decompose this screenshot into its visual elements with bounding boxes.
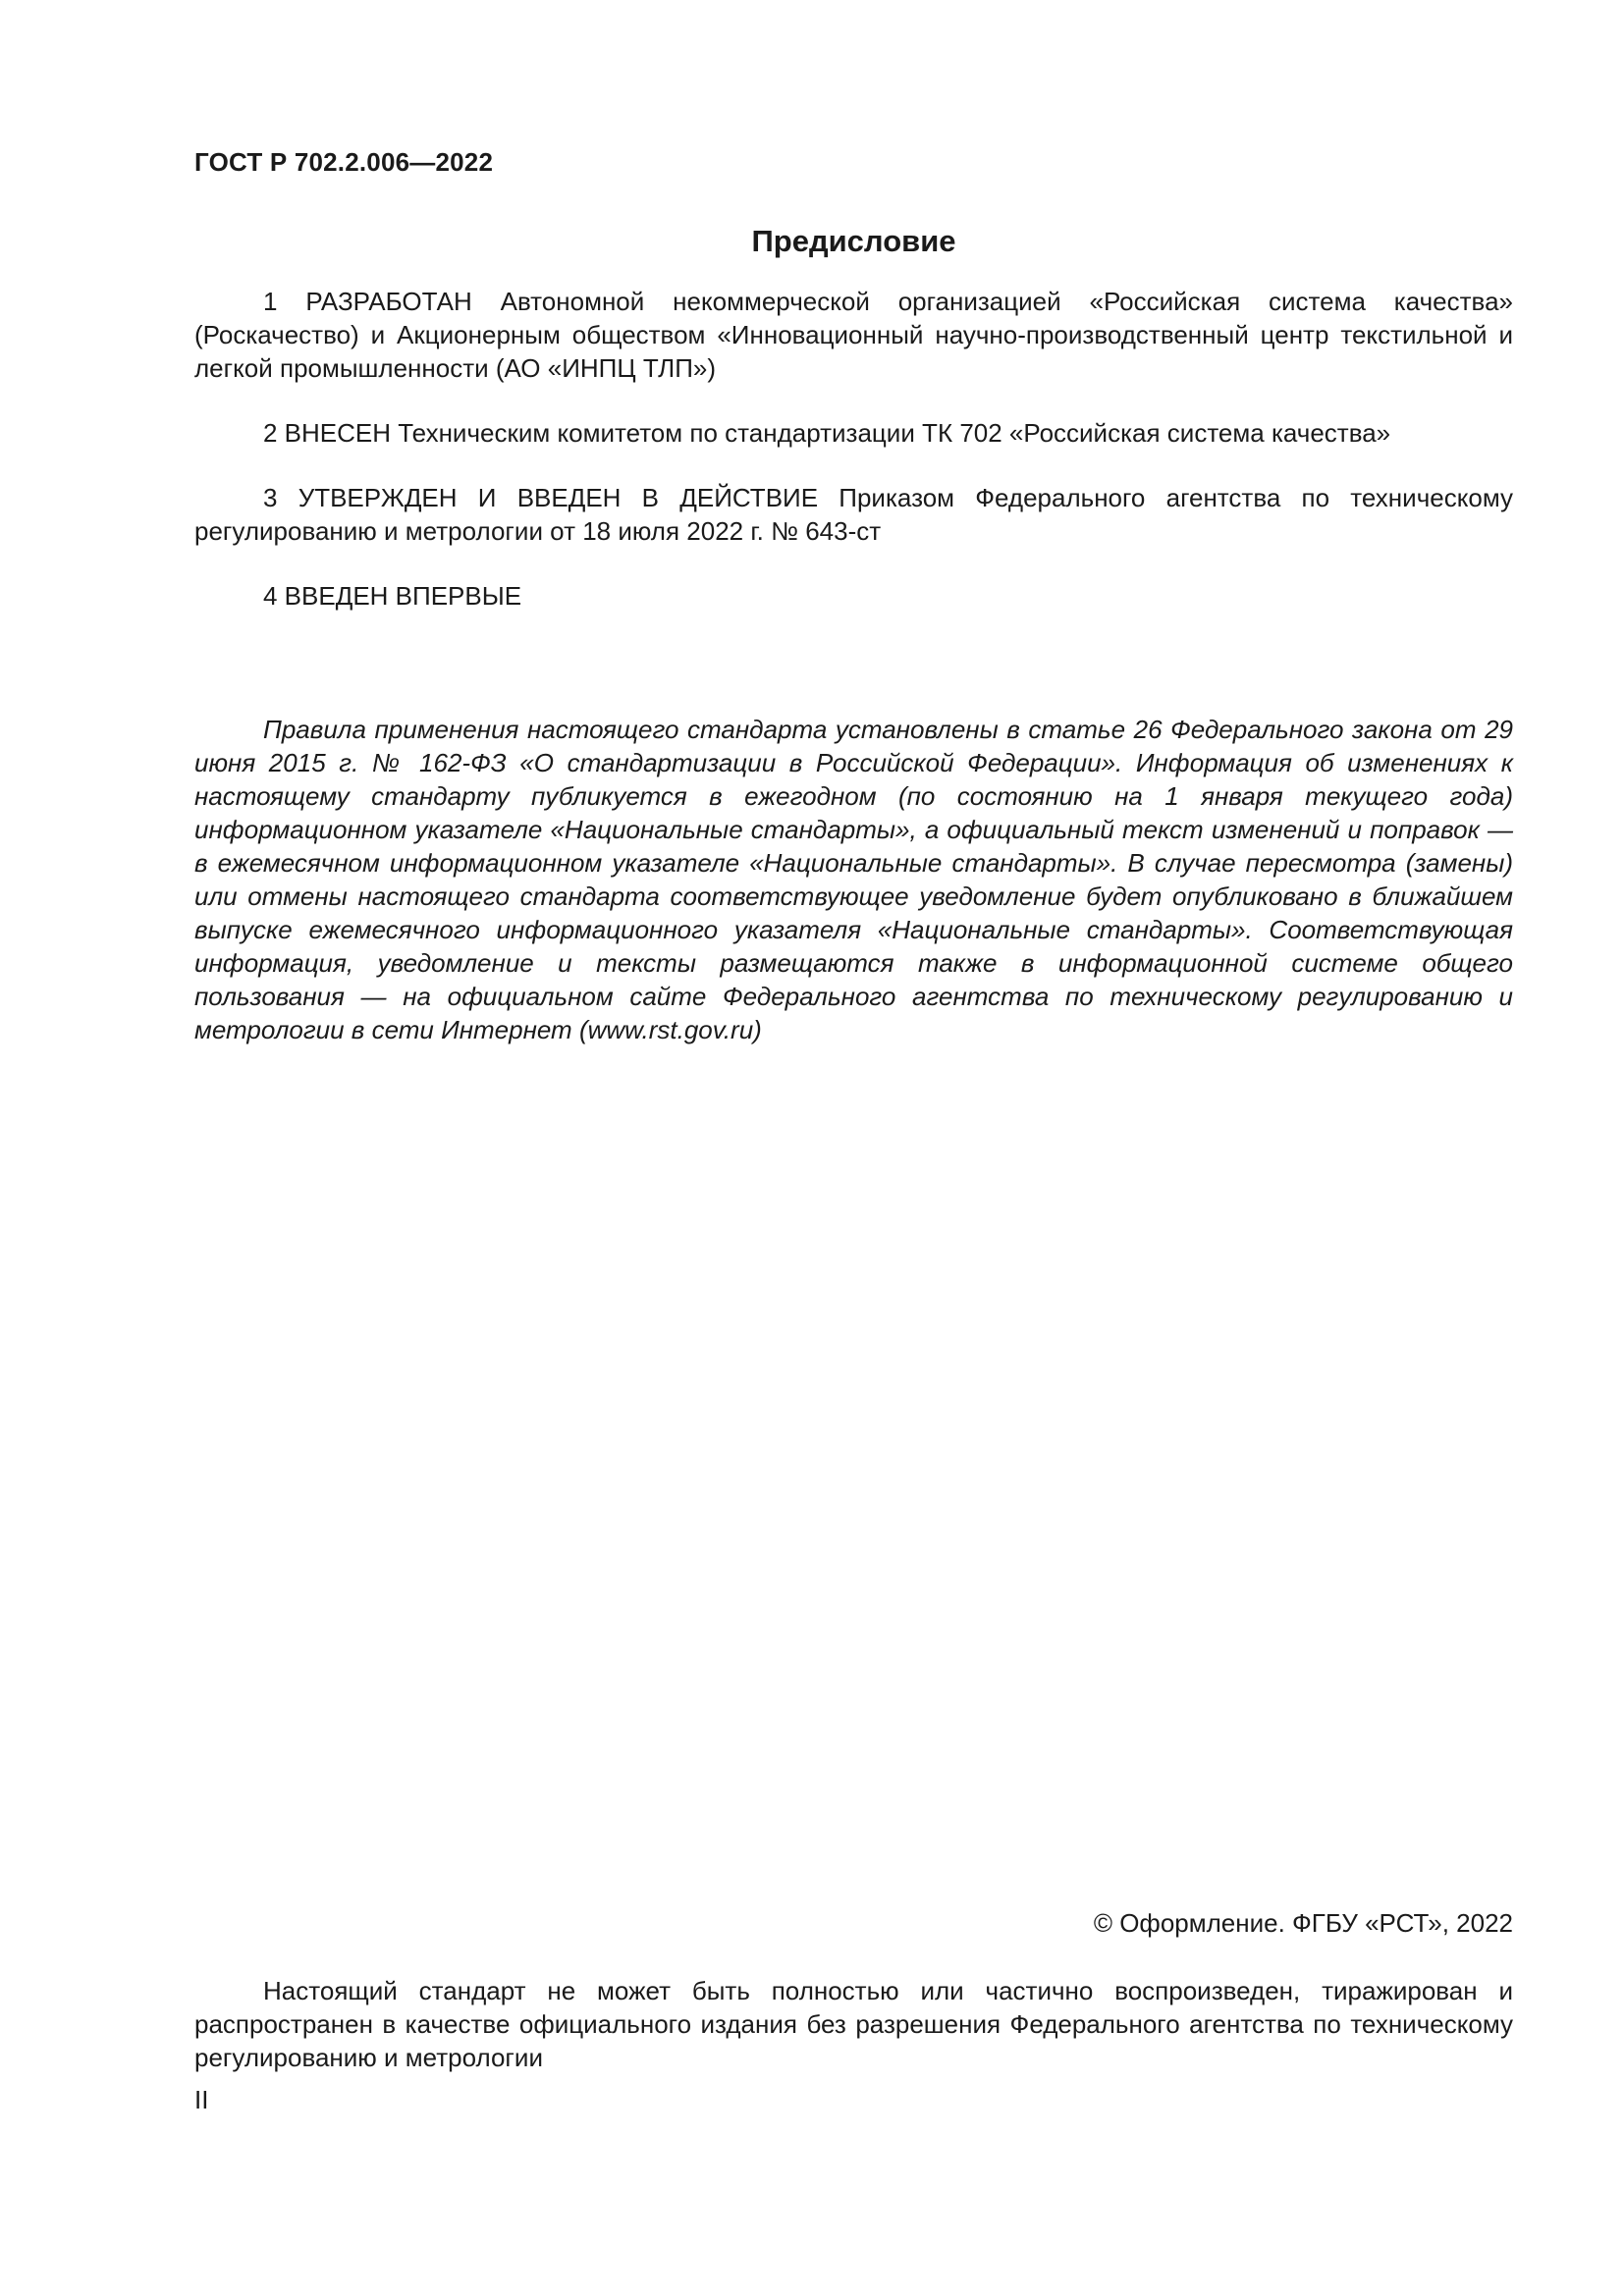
page-number: II	[194, 2085, 209, 2114]
page-title: Предисловие	[751, 224, 956, 258]
foreword-section	[194, 285, 1513, 613]
foreword-item-1: 1 РАЗРАБОТАН Автономной некоммерческой организацией «Российская система качества» (Роскачество) и Акционерным обществом «Инновационный научно-производственный центр текстильной и легкой промышленности (АО «ИНПЦ ТЛП»)	[194, 287, 1513, 383]
foreword-item-2: 2 ВНЕСЕН Техническим комитетом по стандартизации ТК 702 «Российская система качества»	[263, 418, 1391, 448]
reproduction-rights-notice: Настоящий стандарт не может быть полностью или частично воспроизведен, тиражирован и распространен в качестве официального издания без разрешения Федерального агентства по техническому регулированию и метрологии	[194, 1976, 1513, 2072]
foreword-item-3: 3 УТВЕРЖДЕН И ВВЕДЕН В ДЕЙСТВИЕ Приказом Федерального агентства по техническому регулированию и метрологии от 18 июля 2022 г. № 643-ст	[194, 483, 1513, 546]
application-rules-notice: Правила применения настоящего стандарта установлены в статье 26 Федерального закона от 29 июня 2015 г. № 162-ФЗ «О стандартизации в Российской Федерации». Информация об изменениях к настоящему стандарту публикуется в ежегодном (по состоянию на 1 января текущего года) информационном указателе «Национальные стандарты», а официальный текст изменений и поправок — в ежемесячном информационном указателе «Национальные стандарты». В случае пересмотра (замены) или отмены настоящего стандарта соответствующее уведомление будет опубликовано в ближайшем выпуске ежемесячного информационного указателя «Национальные стандарты». Соответствующая информация, уведомление и тексты размещаются также в информационной системе общего пользования — на официальном сайте Федерального агентства по техническому регулированию и метрологии в сети Интернет (www.rst.gov.ru)	[194, 715, 1513, 1044]
foreword-item-4: 4 ВВЕДЕН ВПЕРВЫЕ	[263, 581, 522, 611]
document-code: ГОСТ Р 702.2.006—2022	[194, 147, 494, 177]
copyright-line: © Оформление. ФГБУ «РСТ», 2022	[1093, 1908, 1513, 1938]
